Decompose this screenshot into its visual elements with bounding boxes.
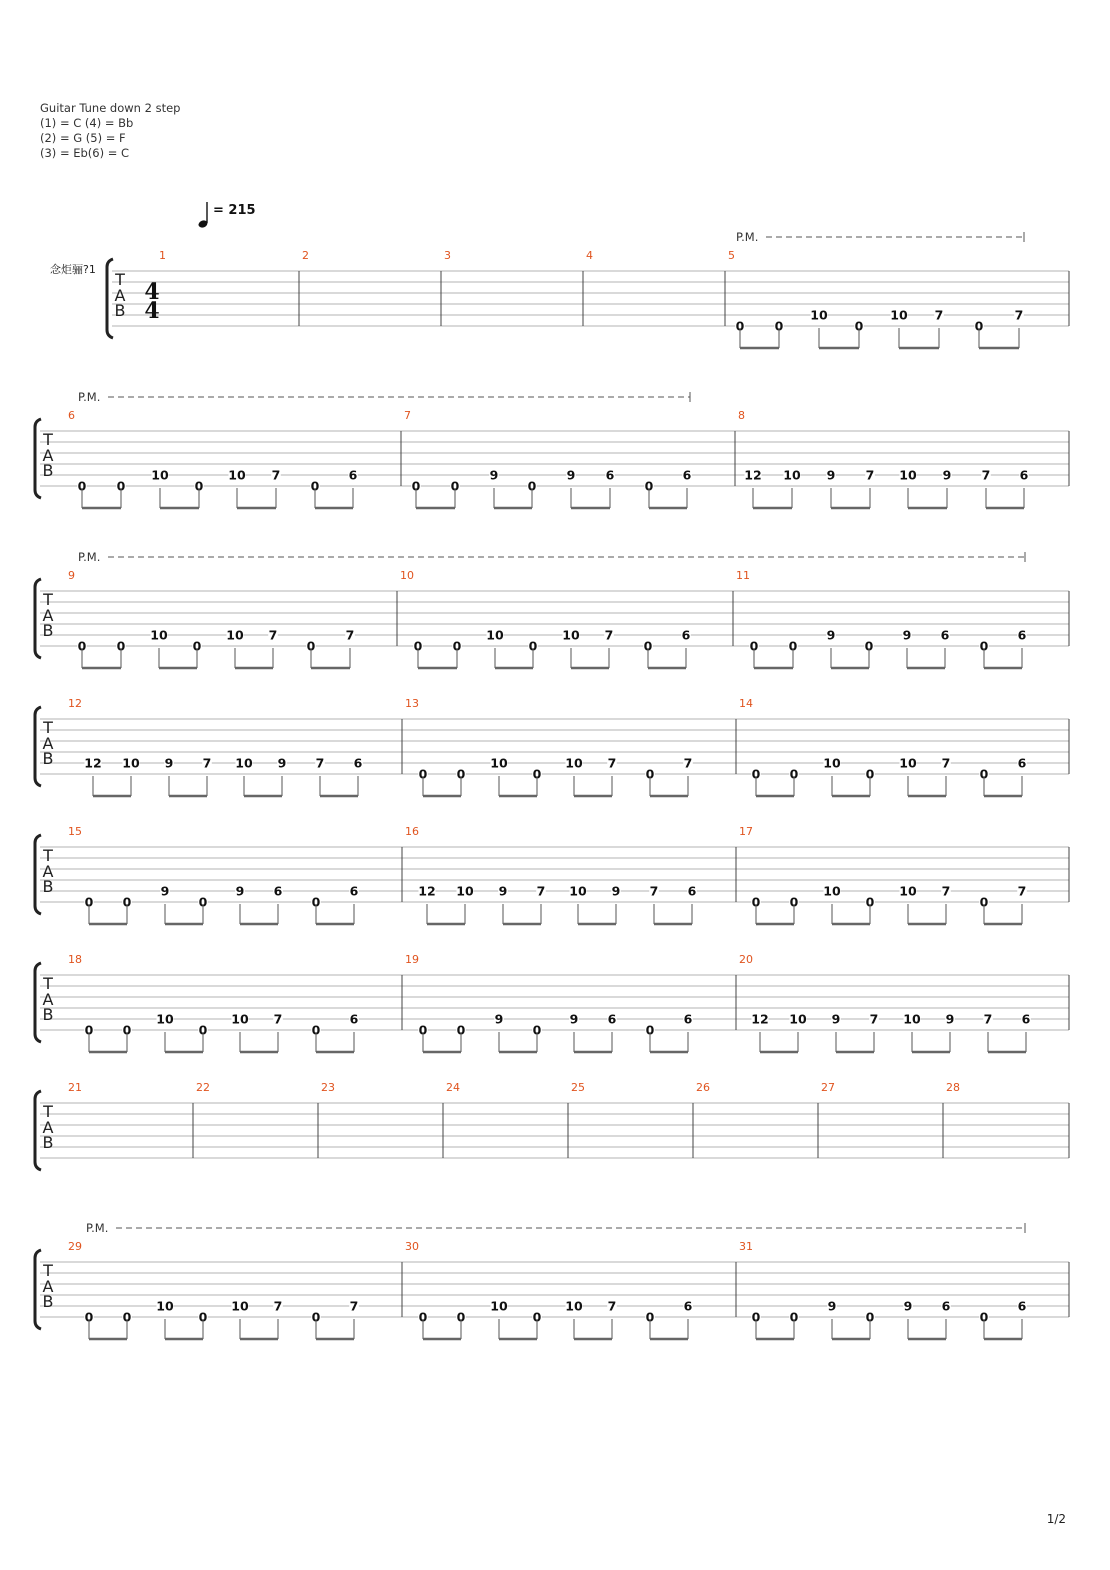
palm-mute-label: P.M. <box>736 230 759 244</box>
tab-note: 0 <box>532 766 542 782</box>
measure-number: 28 <box>946 1081 960 1094</box>
tab-note: 0 <box>198 1309 208 1325</box>
tab-note: 10 <box>235 755 253 771</box>
tab-note: 9 <box>160 883 170 899</box>
tab-note: 0 <box>198 1022 208 1038</box>
tab-note: 0 <box>122 894 132 910</box>
tab-note: 7 <box>273 1011 283 1027</box>
tab-note: 10 <box>565 755 583 771</box>
measure-number: 20 <box>739 953 753 966</box>
tab-note: 6 <box>1019 467 1029 483</box>
tab-note: 9 <box>945 1011 955 1027</box>
tab-note: 10 <box>490 755 508 771</box>
tab-note: 12 <box>744 467 762 483</box>
tab-note: 10 <box>890 307 908 323</box>
time-signature-top: 4 <box>144 279 160 305</box>
tab-note: 6 <box>349 1011 359 1027</box>
tab-note: 6 <box>687 883 697 899</box>
tab-note: 0 <box>306 638 316 654</box>
tab-note: 9 <box>902 627 912 643</box>
tab-note: 10 <box>899 755 917 771</box>
tab-note: 10 <box>228 467 246 483</box>
tab-note: 9 <box>569 1011 579 1027</box>
tab-note: 10 <box>490 1298 508 1314</box>
measure-number: 13 <box>405 697 419 710</box>
tab-note: 0 <box>411 478 421 494</box>
tab-note: 10 <box>231 1011 249 1027</box>
tab-clef-letter: A <box>42 1277 54 1296</box>
tab-note: 10 <box>486 627 504 643</box>
measure-number: 25 <box>571 1081 585 1094</box>
tab-note: 0 <box>311 894 321 910</box>
measure-number: 23 <box>321 1081 335 1094</box>
tab-note: 9 <box>164 755 174 771</box>
measure-number: 8 <box>738 409 745 422</box>
tab-clef-letter: A <box>42 990 54 1009</box>
tab-note: 6 <box>1017 627 1027 643</box>
tab-note: 10 <box>823 755 841 771</box>
tab-note: 0 <box>645 1022 655 1038</box>
tab-note: 10 <box>823 883 841 899</box>
tab-note: 0 <box>198 894 208 910</box>
tab-note: 0 <box>84 1309 94 1325</box>
tab-note: 12 <box>751 1011 769 1027</box>
measure-number: 27 <box>821 1081 835 1094</box>
tab-note: 10 <box>122 755 140 771</box>
tab-note: 0 <box>789 894 799 910</box>
tab-note: 0 <box>751 1309 761 1325</box>
tab-note: 10 <box>569 883 587 899</box>
tab-note: 7 <box>202 755 212 771</box>
tempo-value: = 215 <box>213 203 256 218</box>
tab-note: 0 <box>77 638 87 654</box>
tuning-line: (1) = C (4) = Bb <box>40 116 134 130</box>
tab-note: 0 <box>122 1309 132 1325</box>
tab-note: 7 <box>869 1011 879 1027</box>
measure-number: 18 <box>68 953 82 966</box>
tab-note: 7 <box>268 627 278 643</box>
measure-number: 7 <box>404 409 411 422</box>
tab-note: 0 <box>450 478 460 494</box>
tab-note: 10 <box>903 1011 921 1027</box>
tab-note: 12 <box>418 883 436 899</box>
tab-note: 0 <box>116 638 126 654</box>
tab-note: 0 <box>418 1022 428 1038</box>
measure-number: 26 <box>696 1081 710 1094</box>
tab-note: 0 <box>84 894 94 910</box>
tab-note: 9 <box>942 467 952 483</box>
measure-number: 29 <box>68 1240 82 1253</box>
tab-note: 7 <box>1014 307 1024 323</box>
tab-note: 6 <box>681 627 691 643</box>
measure-number: 1 <box>159 249 166 262</box>
measure-number: 12 <box>68 697 82 710</box>
tab-clef-letter: B <box>42 461 54 480</box>
tab-note: 0 <box>865 766 875 782</box>
tab-note: 10 <box>226 627 244 643</box>
palm-mute-label: P.M. <box>86 1221 109 1235</box>
tab-note: 9 <box>903 1298 913 1314</box>
tab-note: 0 <box>979 894 989 910</box>
tab-note: 9 <box>611 883 621 899</box>
tab-note: 7 <box>604 627 614 643</box>
tab-note: 9 <box>489 467 499 483</box>
tab-note: 10 <box>899 883 917 899</box>
tab-note: 0 <box>310 478 320 494</box>
time-signature-bottom: 4 <box>144 298 160 324</box>
tab-note: 10 <box>156 1011 174 1027</box>
page-number: 1/2 <box>1046 1512 1066 1526</box>
tab-note: 6 <box>273 883 283 899</box>
tab-note: 9 <box>831 1011 841 1027</box>
tab-note: 0 <box>864 638 874 654</box>
tab-note: 0 <box>456 766 466 782</box>
tab-note: 0 <box>418 766 428 782</box>
measure-number: 2 <box>302 249 309 262</box>
tab-note: 0 <box>456 1309 466 1325</box>
tab-note: 7 <box>349 1298 359 1314</box>
tab-note: 10 <box>456 883 474 899</box>
measure-number: 30 <box>405 1240 419 1253</box>
tab-note: 0 <box>192 638 202 654</box>
tab-note: 6 <box>1017 755 1027 771</box>
palm-mute-label: P.M. <box>78 550 101 564</box>
tab-note: 7 <box>345 627 355 643</box>
tab-note: 10 <box>231 1298 249 1314</box>
tab-note: 0 <box>77 478 87 494</box>
tab-note: 7 <box>536 883 546 899</box>
tab-note: 6 <box>605 467 615 483</box>
tab-note: 0 <box>456 1022 466 1038</box>
tab-note: 0 <box>532 1022 542 1038</box>
tab-clef-letter: A <box>42 734 54 753</box>
tab-clef-letter: B <box>42 621 54 640</box>
tab-note: 7 <box>1017 883 1027 899</box>
tab-clef-letter: T <box>43 1261 53 1280</box>
tab-note: 0 <box>774 318 784 334</box>
tab-note: 10 <box>151 467 169 483</box>
tuning-line: (3) = Eb(6) = C <box>40 146 130 160</box>
tab-note: 9 <box>498 883 508 899</box>
tab-note: 6 <box>683 1011 693 1027</box>
tab-note: 0 <box>643 638 653 654</box>
tab-clef-letter: A <box>114 286 126 305</box>
tab-note: 0 <box>788 638 798 654</box>
measure-number: 4 <box>586 249 593 262</box>
tab-note: 0 <box>751 894 761 910</box>
measure-number: 11 <box>736 569 750 582</box>
tab-note: 0 <box>865 894 875 910</box>
tab-clef-letter: A <box>42 862 54 881</box>
tab-note: 7 <box>941 883 951 899</box>
tab-clef-letter: A <box>42 606 54 625</box>
tab-note: 0 <box>644 478 654 494</box>
tab-note: 0 <box>532 1309 542 1325</box>
tab-note: 6 <box>940 627 950 643</box>
tab-note: 0 <box>751 766 761 782</box>
tab-note: 10 <box>156 1298 174 1314</box>
tab-note: 0 <box>311 1022 321 1038</box>
tab-note: 10 <box>810 307 828 323</box>
tab-clef-letter: A <box>42 446 54 465</box>
tab-note: 0 <box>645 766 655 782</box>
tab-clef-letter: T <box>43 718 53 737</box>
tab-clef-letter: B <box>42 1292 54 1311</box>
tab-note: 0 <box>122 1022 132 1038</box>
tab-note: 10 <box>150 627 168 643</box>
tab-note: 0 <box>645 1309 655 1325</box>
tab-clef-letter: T <box>115 270 125 289</box>
tab-note: 9 <box>277 755 287 771</box>
measure-number: 24 <box>446 1081 460 1094</box>
measure-number: 15 <box>68 825 82 838</box>
tab-note: 7 <box>315 755 325 771</box>
measure-number: 14 <box>739 697 753 710</box>
tab-clef-letter: A <box>42 1118 54 1137</box>
tab-note: 7 <box>273 1298 283 1314</box>
tab-note: 6 <box>348 467 358 483</box>
tab-note: 0 <box>194 478 204 494</box>
tab-clef-letter: T <box>43 590 53 609</box>
tuning-line: (2) = G (5) = F <box>40 131 126 145</box>
tab-note: 9 <box>235 883 245 899</box>
measure-number: 31 <box>739 1240 753 1253</box>
tab-clef-letter: B <box>42 749 54 768</box>
tab-note: 7 <box>607 755 617 771</box>
tab-note: 10 <box>899 467 917 483</box>
tab-clef-letter: T <box>43 430 53 449</box>
tab-note: 6 <box>683 1298 693 1314</box>
tab-clef-letter: T <box>43 974 53 993</box>
measure-number: 17 <box>739 825 753 838</box>
tab-note: 0 <box>452 638 462 654</box>
tuning-title: Guitar Tune down 2 step <box>40 101 181 115</box>
tab-note: 0 <box>979 1309 989 1325</box>
tab-note: 10 <box>565 1298 583 1314</box>
tab-note: 9 <box>826 467 836 483</box>
tab-clef-letter: B <box>42 1005 54 1024</box>
tab-note: 10 <box>789 1011 807 1027</box>
tab-note: 0 <box>979 638 989 654</box>
measure-number: 6 <box>68 409 75 422</box>
tab-note: 6 <box>607 1011 617 1027</box>
tab-note: 0 <box>735 318 745 334</box>
tab-note: 0 <box>311 1309 321 1325</box>
tab-note: 10 <box>562 627 580 643</box>
tab-note: 7 <box>649 883 659 899</box>
tab-note: 6 <box>941 1298 951 1314</box>
tab-note: 0 <box>854 318 864 334</box>
tab-note: 0 <box>413 638 423 654</box>
track-name: 念炬骊?1 <box>50 263 96 276</box>
tab-note: 0 <box>749 638 759 654</box>
measure-number: 19 <box>405 953 419 966</box>
measure-number: 16 <box>405 825 419 838</box>
tab-note: 7 <box>683 755 693 771</box>
tab-note: 6 <box>353 755 363 771</box>
tab-note: 6 <box>682 467 692 483</box>
tab-note: 9 <box>826 627 836 643</box>
tab-note: 7 <box>981 467 991 483</box>
tab-note: 9 <box>827 1298 837 1314</box>
measure-number: 9 <box>68 569 75 582</box>
tab-note: 0 <box>789 766 799 782</box>
tab-note: 6 <box>349 883 359 899</box>
tab-note: 7 <box>865 467 875 483</box>
measure-number: 3 <box>444 249 451 262</box>
tab-note: 9 <box>566 467 576 483</box>
tab-note: 0 <box>865 1309 875 1325</box>
tab-note: 7 <box>607 1298 617 1314</box>
tab-note: 6 <box>1017 1298 1027 1314</box>
tab-note: 0 <box>979 766 989 782</box>
tab-clef-letter: T <box>43 846 53 865</box>
tab-note: 12 <box>84 755 102 771</box>
tab-note: 0 <box>789 1309 799 1325</box>
measure-number: 21 <box>68 1081 82 1094</box>
measure-number: 10 <box>400 569 414 582</box>
tab-note: 7 <box>941 755 951 771</box>
measure-number: 5 <box>728 249 735 262</box>
tab-note: 7 <box>934 307 944 323</box>
palm-mute-label: P.M. <box>78 390 101 404</box>
tab-note: 0 <box>974 318 984 334</box>
tab-clef-letter: B <box>42 1133 54 1152</box>
tab-clef-letter: T <box>43 1102 53 1121</box>
tab-note: 0 <box>527 478 537 494</box>
tab-note: 10 <box>783 467 801 483</box>
tab-note: 7 <box>983 1011 993 1027</box>
tab-note: 7 <box>271 467 281 483</box>
measure-number: 22 <box>196 1081 210 1094</box>
tab-note: 0 <box>84 1022 94 1038</box>
tab-note: 0 <box>528 638 538 654</box>
tab-note: 0 <box>116 478 126 494</box>
tab-note: 9 <box>494 1011 504 1027</box>
tab-note: 6 <box>1021 1011 1031 1027</box>
tab-note: 0 <box>418 1309 428 1325</box>
tab-clef-letter: B <box>42 877 54 896</box>
tab-clef-letter: B <box>114 301 126 320</box>
